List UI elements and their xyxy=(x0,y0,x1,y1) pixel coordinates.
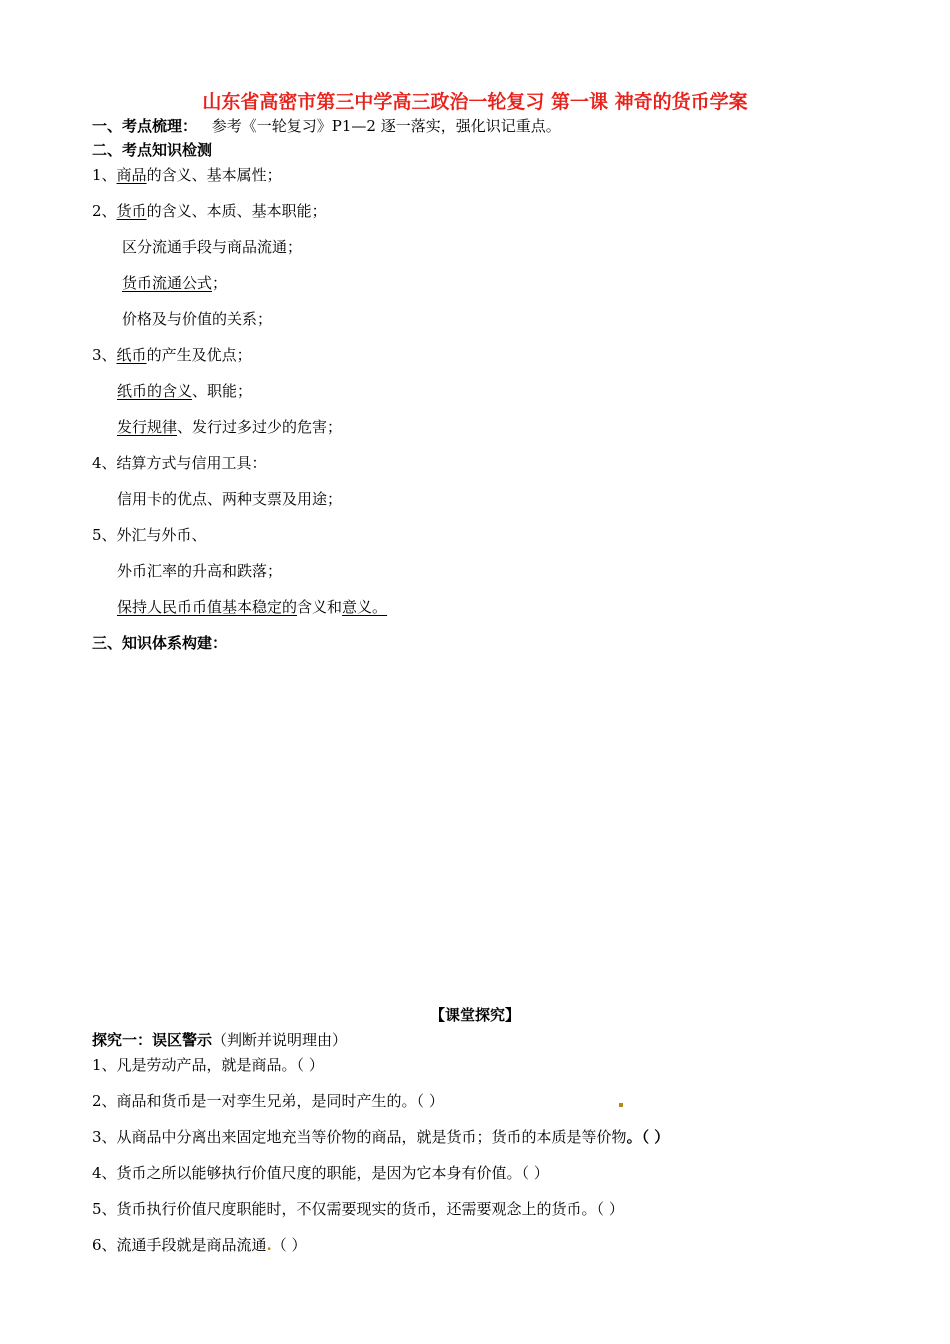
item-1-number: 1、 xyxy=(92,166,117,184)
item-5-sub-2-keyword-2: 意义。 xyxy=(342,598,388,616)
item-3-text: 的产生及优点； xyxy=(146,346,252,364)
item-3-sub-2 xyxy=(117,417,342,437)
stray-dot xyxy=(619,1103,623,1107)
inquiry-heading: 【课堂探究】 xyxy=(429,1006,520,1024)
item-5-sub-2-text: 含义和 xyxy=(297,598,343,616)
question-2: 2、商品和货币是一对孪生兄弟，是同时产生的。（ ） xyxy=(92,1092,444,1110)
item-5: 5、外汇与外币、 xyxy=(92,526,207,544)
inquiry-subheading xyxy=(92,1030,347,1050)
inquiry-sub-note: （判断并说明理由） xyxy=(212,1031,348,1049)
item-3-sub-1 xyxy=(117,381,252,401)
item-3-sub-1-keyword: 纸币的含义 xyxy=(117,382,193,400)
item-3-sub-2-keyword: 发行规律 xyxy=(117,418,178,436)
item-3-keyword: 纸币 xyxy=(116,346,147,364)
item-2-sub-2-text: ； xyxy=(212,274,228,292)
item-2-sub-3: 价格及与价值的关系； xyxy=(122,310,273,328)
item-1 xyxy=(92,165,282,185)
item-5-sub-1: 外币汇率的升高和跌落； xyxy=(117,562,283,580)
question-3-text: 3、从商品中分离出来固定地充当等价物的商品，就是货币；货币的本质是等价物 xyxy=(92,1128,627,1146)
question-6-tail: （ ） xyxy=(271,1236,307,1254)
section-1-label: 一、考点梳理： xyxy=(92,117,198,135)
item-1-text: 的含义、基本属性； xyxy=(146,166,282,184)
item-2-sub-2-keyword: 货币流通公式 xyxy=(122,274,213,292)
section-3-label: 三、知识体系构建： xyxy=(92,634,228,652)
item-5-sub-2 xyxy=(117,597,387,617)
item-1-keyword: 商品 xyxy=(116,166,147,184)
item-2 xyxy=(92,201,327,221)
section-1-text: 参考《一轮复习》P1—2 逐一落实，强化识记重点。 xyxy=(211,117,561,135)
item-2-number: 2、 xyxy=(92,202,117,220)
item-2-keyword: 货币 xyxy=(116,202,147,220)
item-3 xyxy=(92,345,252,365)
question-4: 4、货币之所以能够执行价值尺度的职能，是因为它本身有价值。（ ） xyxy=(92,1164,549,1182)
section-2-label: 二、考点知识检测 xyxy=(92,141,213,159)
item-2-text: 的含义、本质、基本职能； xyxy=(146,202,327,220)
document-title: 山东省高密市第三中学高三政治一轮复习 第一课 神奇的货币学案 xyxy=(202,91,748,113)
item-2-sub-2 xyxy=(122,273,227,293)
item-4: 4、结算方式与信用工具： xyxy=(92,454,267,472)
stray-mark: . xyxy=(266,1236,272,1254)
item-3-number: 3、 xyxy=(92,346,117,364)
question-6-text: 6、流通手段就是商品流通 xyxy=(92,1236,267,1254)
question-3-tail: 。（ ） xyxy=(626,1128,670,1146)
item-5-sub-2-keyword: 保持人民币币值基本稳定的 xyxy=(117,598,298,616)
question-5: 5、货币执行价值尺度职能时，不仅需要现实的货币，还需要观念上的货币。（ ） xyxy=(92,1200,624,1218)
question-1: 1、凡是劳动产品，就是商品。（ ） xyxy=(92,1056,324,1074)
item-2-sub-1: 区分流通手段与商品流通； xyxy=(122,238,303,256)
item-3-sub-1-text: 、职能； xyxy=(192,382,253,400)
question-3 xyxy=(92,1127,669,1147)
item-3-sub-2-text: 、发行过多过少的危害； xyxy=(177,418,343,436)
item-4-sub-1: 信用卡的优点、两种支票及用途； xyxy=(117,490,343,508)
inquiry-sub-label: 探究一：误区警示 xyxy=(92,1031,213,1049)
question-6 xyxy=(92,1235,307,1255)
section-1 xyxy=(92,116,561,136)
